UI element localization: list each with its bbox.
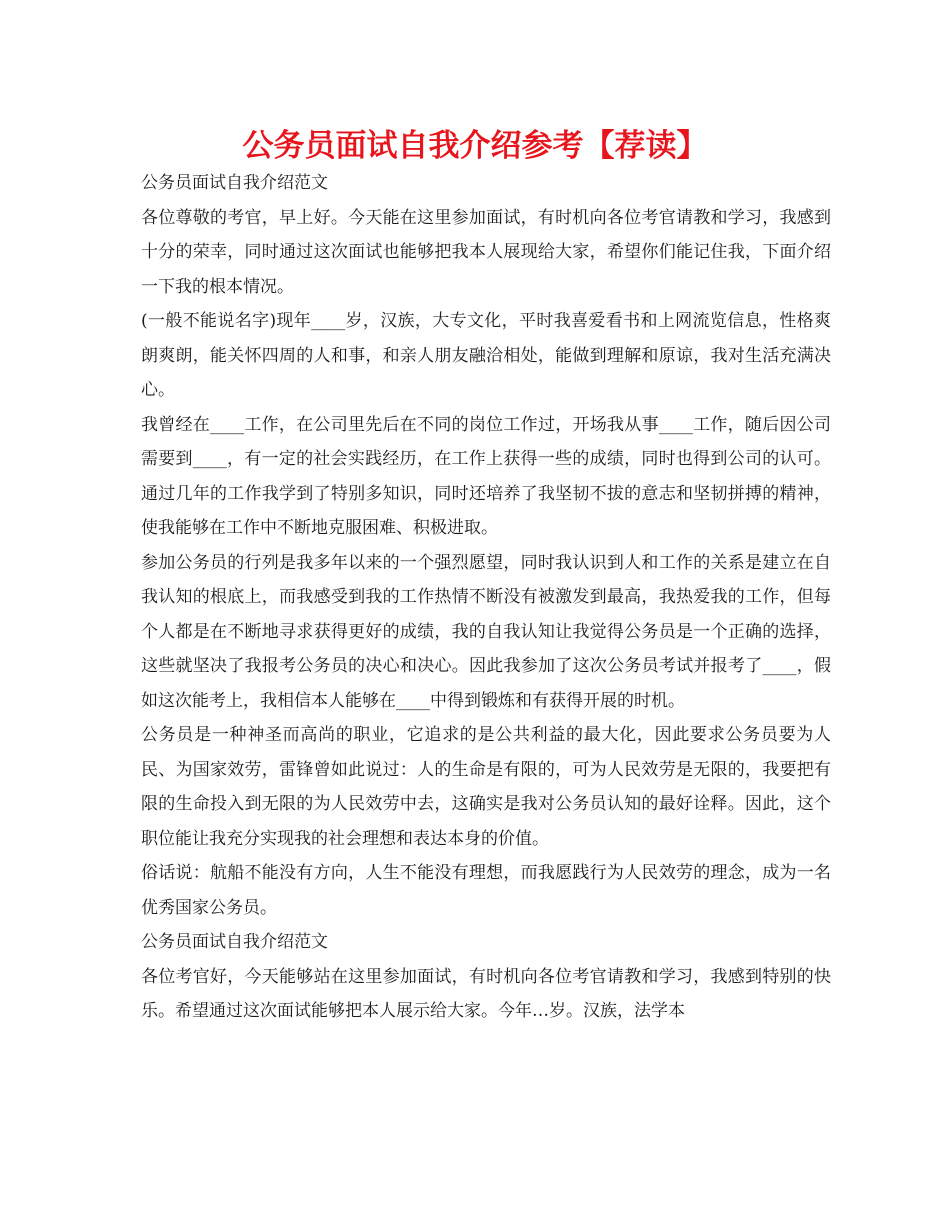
paragraph: 我曾经在____工作，在公司里先后在不同的岗位工作过，开场我从事____工作，随后因公司需要到____，有一定的社会实践经历，在工作上获得一些的成绩，同时也得到公司的认可。通过几年的工作我学到了特别多知识，同时还培养了我坚韧不拔的意志和坚韧拼搏的精神，使我能够在工作中不断地克服困难、积极进取。 bbox=[141, 414, 831, 538]
document-body bbox=[141, 166, 831, 1029]
section-heading: 公务员面试自我介绍范文 bbox=[141, 173, 328, 193]
section-heading: 公务员面试自我介绍范文 bbox=[141, 932, 328, 952]
paragraph: (一般不能说名字)现年____岁，汉族，大专文化，平时我喜爱看书和上网流览信息，性格爽朗爽朗，能关怀四周的人和事，和亲人朋友融洽相处，能做到理解和原谅，我对生活充满决心。 bbox=[141, 311, 831, 400]
paragraph: 各位尊敬的考官，早上好。今天能在这里参加面试，有时机向各位考官请教和学习，我感到十分的荣幸，同时通过这次面试也能够把我本人展现给大家，希望你们能记住我，下面介绍一下我的根本情况。 bbox=[141, 207, 831, 297]
paragraph: 俗话说：航船不能没有方向，人生不能没有理想，而我愿践行为人民效劳的理念，成为一名优秀国家公务员。 bbox=[141, 863, 831, 918]
paragraph: 各位考官好，今天能够站在这里参加面试，有时机向各位考官请教和学习，我感到特别的快乐。希望通过这次面试能够把本人展示给大家。今年…岁。汉族，法学本 bbox=[141, 966, 831, 1021]
document-title: 公务员面试自我介绍参考【荐读】 bbox=[242, 128, 708, 164]
paragraph: 公务员是一种神圣而高尚的职业，它追求的是公共利益的最大化，因此要求公务员要为人民、为国家效劳，雷锋曾如此说过：人的生命是有限的，可为人民效劳是无限的，我要把有限的生命投入到无限的为人民效劳中去，这确实是我对公务员认知的最好诠释。因此，这个职位能让我充分实现我的社会理想和表达本身的价值。 bbox=[141, 725, 831, 849]
paragraph: 参加公务员的行列是我多年以来的一个强烈愿望，同时我认识到人和工作的关系是建立在自我认知的根底上，而我感受到我的工作热情不断没有被激发到最高，我热爱我的工作，但每个人都是在不断地寻求获得更好的成绩，我的自我认知让我觉得公务员是一个正确的选择，这些就坚决了我报考公务员的决心和决心。因此我参加了这次公务员考试并报考了____，假如这次能考上，我相信本人能够在____中得到锻炼和有获得开展的时机。 bbox=[141, 552, 831, 711]
